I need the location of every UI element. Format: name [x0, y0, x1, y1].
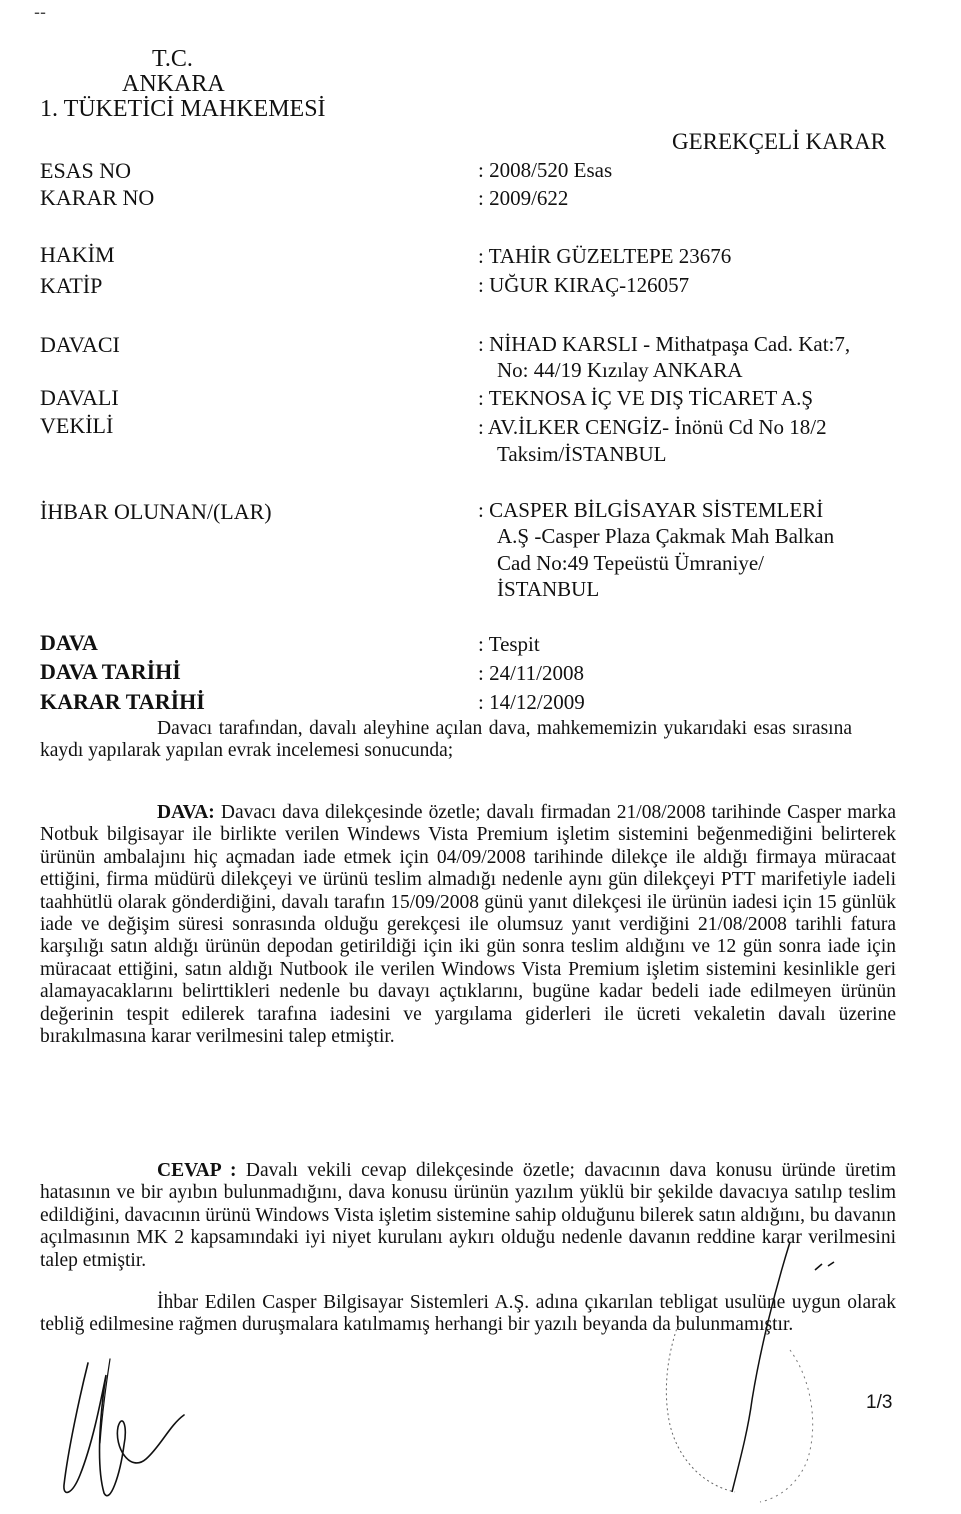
dava-paragraph	[40, 802, 896, 1048]
label-davaci: DAVACI	[40, 332, 120, 357]
label-karar-tarihi: KARAR TARİHİ	[40, 689, 205, 714]
value-ihbar-line4: İSTANBUL	[497, 577, 600, 601]
header-court: 1. TÜKETİCİ MAHKEMESİ	[40, 96, 326, 122]
label-davali: DAVALI	[40, 385, 119, 410]
corner-mark: --	[34, 2, 46, 22]
decision-type: GEREKÇELİ KARAR	[672, 129, 887, 154]
label-dava-tarihi: DAVA TARİHİ	[40, 659, 181, 684]
value-dava-tarihi: : 24/11/2008	[478, 661, 584, 685]
value-esas-no: : 2008/520 Esas	[478, 158, 613, 182]
value-ihbar-line1: : CASPER BİLGİSAYAR SİSTEMLERİ	[478, 498, 824, 522]
cevap-text: Davalı vekili cevap dilekçesinde özetle; davacının dava konusu üründe üretim hatasının ve bir ayıbın bulunmadığını, dava konusu ürünün yazılım yüklü bir şekilde davacıya satılıp teslim edildiğini, davacının ürünü Windows Vista işletim sistemine sahip olduğunu bilerek satın aldığını, bu davanın açılmasının MK 2 kapsamındaki iyi niyet kurulanı aykırı olduğu nedenle davanın reddine karar verilmesini talep etmiştir.	[40, 1160, 896, 1271]
value-karar-no: : 2009/622	[478, 186, 569, 210]
header-tc: T.C.	[152, 46, 193, 72]
dava-heading: DAVA:	[157, 802, 215, 823]
value-karar-tarihi: : 14/12/2009	[478, 690, 585, 714]
dava-text: Davacı dava dilekçesinde özetle; davalı firmadan 21/08/2008 tarihinde Casper marka Notbuk bilgisayar ile birlikte verilen Windews Vista Premium işletim sistemini beğenmediğini belirterek ürünün ambalajını hiç açmadan iade etmek için 04/09/2008 tarihinde dilekçe ile aldığı firmaya müracaat ettiğini, firma müdürü dilekçeyi ve ürünü teslim almadığı nedenle aynı gün dilekçeyi PTT marifetiyle iadeli taahhütlü olarak gönderdiğini, davalı tarafın 15/09/2008 günü yanıt dilekçesi ile ürünün iadesi için 15 günlük iade ve değişim süresi sonrasında olduğu gerekçesi ile olumsuz yanıt verdiğini 21/08/2008 tarihli fatura karşılığı satın aldığı ürünün depodan getirildiği için iki gün sonra teslim aldığını ve 12 gün sonra iade için müracaat ettiğini, satın aldığı Nutbook ile verilen Windows Vista Premium işletim sistemini kesinlikle geri alamayacaklarını belirttikleri nedenle bu davayı açtıklarını, bugüne kadar bedeli iade edilmeyen ürünün değerinin tespit edilerek tarafına iadesini ve yargılama giderleri ile ücreti vekaletin davalı üzerine bırakılmasına karar verilmesini talep etmiştir.	[40, 802, 897, 1048]
value-ihbar-line2: A.Ş -Casper Plaza Çakmak Mah Balkan	[497, 524, 835, 548]
value-dava: : Tespit	[478, 632, 540, 656]
value-ihbar-line3: Cad No:49 Tepeüstü Ümraniye/	[497, 551, 765, 575]
label-dava: DAVA	[40, 630, 98, 655]
value-vekili-line2: Taksim/İSTANBUL	[497, 442, 667, 466]
stamp-mark	[640, 1230, 870, 1510]
value-davaci-line2: No: 44/19 Kızılay ANKARA	[497, 358, 743, 382]
value-vekili-line1: : AV.İLKER CENGİZ- İnönü Cd No 18/2	[478, 415, 827, 439]
label-ihbar: İHBAR OLUNAN/(LAR)	[40, 499, 272, 524]
intro-paragraph: Davacı tarafından, davalı aleyhine açılan dava, mahkememizin yukarıdaki esas sırasına kaydı yapılarak yapılan evrak incelemesi sonucunda;	[40, 718, 852, 762]
label-karar-no: KARAR NO	[40, 185, 155, 210]
label-vekili: VEKİLİ	[40, 413, 114, 438]
signature	[60, 1355, 200, 1505]
value-davaci-line1: : NİHAD KARSLI - Mithatpaşa Cad. Kat:7,	[478, 332, 851, 356]
cevap-heading: CEVAP :	[157, 1160, 237, 1181]
value-hakim: : TAHİR GÜZELTEPE 23676	[478, 244, 732, 268]
label-esas-no: ESAS NO	[40, 158, 132, 183]
value-katip: : UĞUR KIRAÇ-126057	[478, 273, 690, 297]
label-hakim: HAKİM	[40, 242, 115, 267]
ihbar-paragraph: İhbar Edilen Casper Bilgisayar Sistemleri A.Ş. adına çıkarılan tebligat usulüne uygun olarak tebliğ edilmesine rağmen duruşmalara katılmamış herhangi bir yazılı beyanda da bulunmamıştır.	[40, 1292, 896, 1336]
header-city: ANKARA	[122, 71, 225, 97]
label-katip: KATİP	[40, 273, 103, 298]
page-number: 1/3	[866, 1392, 893, 1413]
value-davali: : TEKNOSA İÇ VE DIŞ TİCARET A.Ş	[478, 386, 814, 410]
